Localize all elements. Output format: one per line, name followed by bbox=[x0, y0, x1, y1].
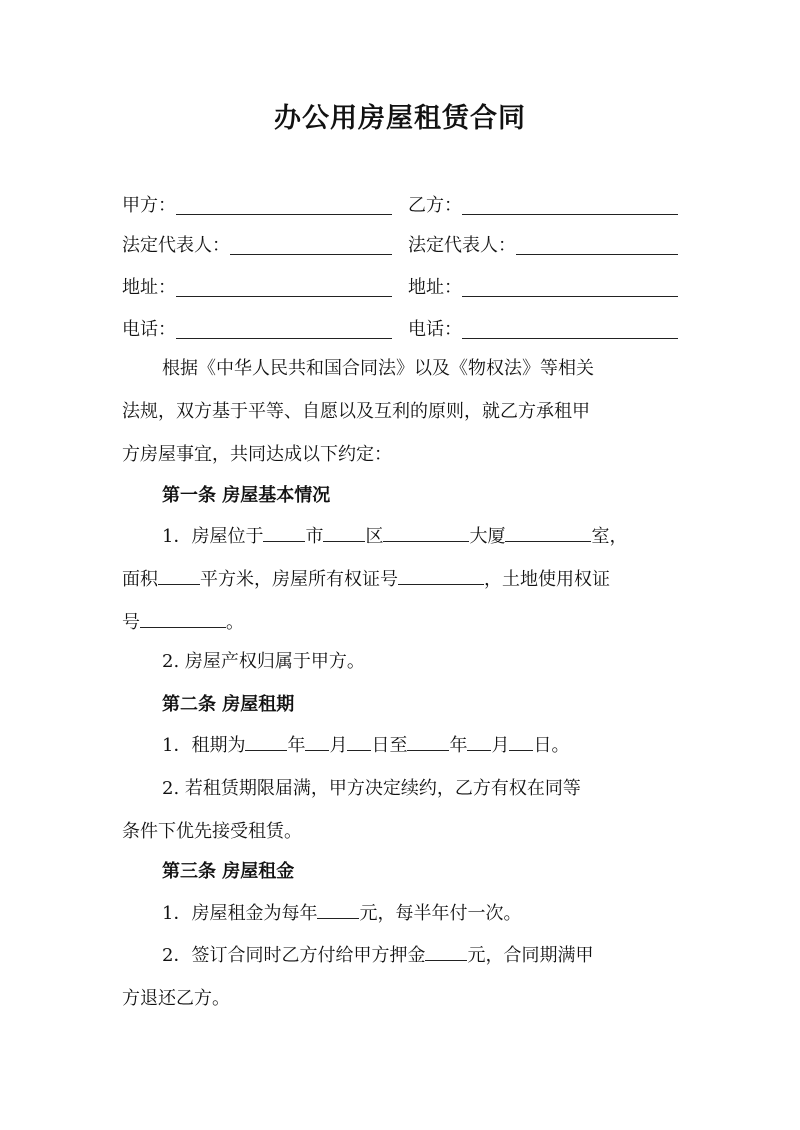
text-segment: 号 bbox=[122, 612, 140, 633]
document-title: 办公用房屋租赁合同 bbox=[274, 103, 526, 134]
text-segment: 大厦 bbox=[469, 526, 506, 547]
district-blank[interactable] bbox=[323, 523, 365, 542]
intro-line-3: 方房屋事宜，共同达成以下约定： bbox=[122, 444, 392, 465]
text-segment: 面积 bbox=[122, 569, 158, 590]
text-segment: 日。 bbox=[533, 735, 570, 756]
party-b-address bbox=[408, 270, 678, 300]
annual-rent-blank[interactable] bbox=[317, 900, 359, 919]
party-a-address-label: 地址： bbox=[122, 277, 176, 298]
article-3-item-1 bbox=[122, 892, 680, 935]
end-month-blank[interactable] bbox=[467, 732, 491, 751]
party-b-phone bbox=[408, 312, 678, 342]
party-a-phone-label: 电话： bbox=[122, 319, 176, 340]
text-segment: 年 bbox=[287, 735, 306, 756]
article-3-item-2-line-1 bbox=[122, 934, 680, 977]
text-segment: 区 bbox=[365, 526, 384, 547]
party-b-address-label: 地址： bbox=[408, 277, 462, 298]
party-a-representative-blank[interactable] bbox=[230, 234, 392, 255]
article-3-heading: 第三条 房屋租金 bbox=[162, 861, 295, 882]
article-1-item-1-line-2 bbox=[122, 558, 680, 601]
party-row-address bbox=[122, 270, 678, 300]
article-3-item-2-line-2: 方退还乙方。 bbox=[122, 988, 230, 1009]
text-segment: ，土地使用权证 bbox=[484, 569, 610, 590]
city-blank[interactable] bbox=[263, 523, 305, 542]
party-a-name-label: 甲方： bbox=[122, 195, 176, 216]
item-number: 2． bbox=[162, 945, 192, 966]
text-segment: 月 bbox=[329, 735, 348, 756]
party-a-representative-label: 法定代表人： bbox=[122, 235, 230, 256]
party-a-representative bbox=[122, 228, 392, 258]
article-1-heading: 第一条 房屋基本情况 bbox=[162, 485, 331, 506]
party-b-phone-blank[interactable] bbox=[462, 318, 678, 339]
party-a-address-blank[interactable] bbox=[176, 276, 392, 297]
area-blank[interactable] bbox=[158, 566, 200, 585]
party-b-address-blank[interactable] bbox=[462, 276, 678, 297]
end-year-blank[interactable] bbox=[407, 732, 449, 751]
item-number: 1． bbox=[162, 903, 192, 924]
party-b-name-blank[interactable] bbox=[462, 194, 678, 215]
party-a-name bbox=[122, 188, 392, 218]
text-segment: 平方米，房屋所有权证号 bbox=[200, 569, 398, 590]
text-segment: 房屋租金为每年 bbox=[191, 903, 318, 924]
room-blank[interactable] bbox=[505, 523, 591, 542]
item-number: 1． bbox=[162, 735, 192, 756]
start-year-blank[interactable] bbox=[245, 732, 287, 751]
article-1-item-2-line: 2. 房屋产权归属于甲方。 bbox=[162, 651, 365, 672]
text-segment: 室， bbox=[591, 526, 628, 547]
text-segment: 元，每半年付一次。 bbox=[359, 903, 522, 924]
text-segment: 月 bbox=[491, 735, 510, 756]
party-b-name-label: 乙方： bbox=[408, 195, 462, 216]
article-2-item-2-line-1: 2. 若租赁期限届满，甲方决定续约，乙方有权在同等 bbox=[162, 778, 581, 799]
text-segment: 房屋位于 bbox=[191, 526, 264, 547]
party-a-phone-blank[interactable] bbox=[176, 318, 392, 339]
article-3-item-2 bbox=[122, 934, 680, 1020]
intro-paragraph bbox=[122, 347, 680, 476]
article-2-heading: 第二条 房屋租期 bbox=[162, 694, 295, 715]
party-row-name bbox=[122, 188, 678, 218]
intro-line-2: 法规，双方基于平等、自愿以及互利的原则，就乙方承租甲 bbox=[122, 401, 590, 422]
article-2-item-1-line bbox=[122, 724, 680, 767]
article-1-item-1-line-1 bbox=[122, 515, 680, 558]
article-1-item-1 bbox=[122, 515, 680, 644]
party-b-representative bbox=[408, 228, 678, 258]
article-3-item-1-line bbox=[122, 892, 680, 935]
article-1-item-1-line-3 bbox=[122, 601, 680, 644]
party-row-phone bbox=[122, 312, 678, 342]
text-segment: 年 bbox=[449, 735, 468, 756]
intro-line-1: 根据《中华人民共和国合同法》以及《物权法》等相关 bbox=[162, 358, 594, 379]
start-month-blank[interactable] bbox=[305, 732, 329, 751]
ownership-cert-blank[interactable] bbox=[398, 566, 484, 585]
end-day-blank[interactable] bbox=[509, 732, 533, 751]
text-segment: 市 bbox=[305, 526, 324, 547]
text-segment: 签订合同时乙方付给甲方押金 bbox=[191, 945, 426, 966]
party-a-address bbox=[122, 270, 392, 300]
party-row-representative bbox=[122, 228, 678, 258]
building-blank[interactable] bbox=[383, 523, 469, 542]
deposit-blank[interactable] bbox=[425, 942, 467, 961]
article-2-item-2 bbox=[122, 767, 680, 853]
text-segment: 租期为 bbox=[191, 735, 246, 756]
party-b-name bbox=[408, 188, 678, 218]
start-day-blank[interactable] bbox=[347, 732, 371, 751]
land-cert-blank[interactable] bbox=[140, 609, 226, 628]
party-a-phone bbox=[122, 312, 392, 342]
party-b-phone-label: 电话： bbox=[408, 319, 462, 340]
text-segment: 。 bbox=[226, 612, 244, 633]
text-segment: 元，合同期满甲 bbox=[467, 945, 594, 966]
item-number: 1． bbox=[162, 526, 192, 547]
text-segment: 日至 bbox=[371, 735, 408, 756]
article-2-item-1 bbox=[122, 724, 680, 767]
party-b-representative-label: 法定代表人： bbox=[408, 235, 516, 256]
article-2-item-2-line-2: 条件下优先接受租赁。 bbox=[122, 821, 302, 842]
article-1-item-2 bbox=[122, 640, 680, 683]
party-a-name-blank[interactable] bbox=[176, 194, 392, 215]
party-b-representative-blank[interactable] bbox=[516, 234, 678, 255]
